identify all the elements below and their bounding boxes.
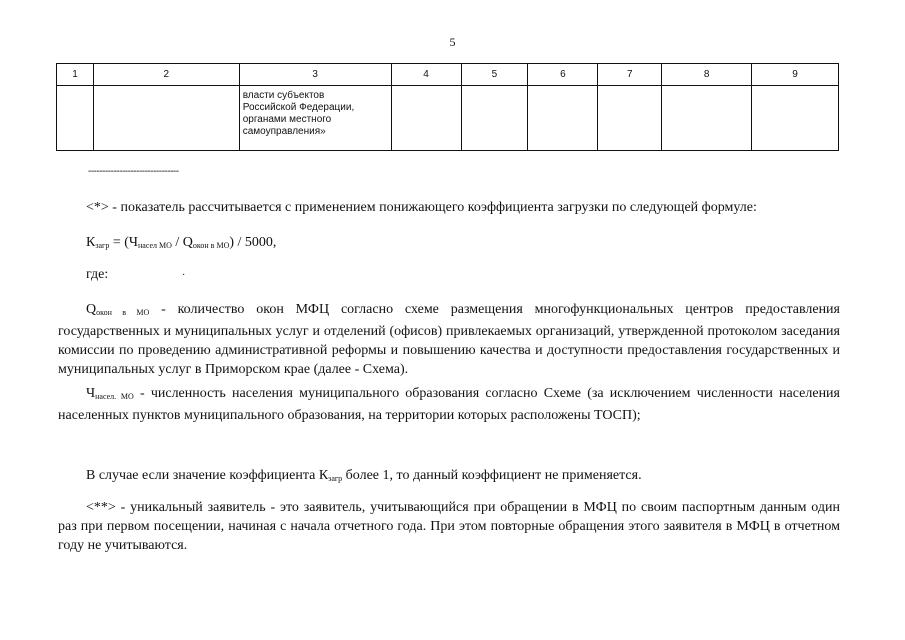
formula-slash: / Q [171,235,193,250]
definition-ch-text: - численность населения муниципального образования согласно Схеме (за исключением численности населения населенных пунктов муниципального образования, на территории которых расположены ТОСП); [58,386,840,423]
formula-ch-sub: насел МО [138,241,172,250]
formula-q-sub: окон в МО [192,241,230,250]
definition-ch [58,384,840,425]
table-cell [461,86,528,151]
where-label: где: [86,267,109,282]
note-before: В случае если значение коэффициента К [86,468,329,483]
table-cell [57,86,94,151]
table-header-row [57,64,839,86]
formula-k-sub: загр [95,241,110,250]
cell-line: Российской Федерации, [242,102,355,113]
cell-line: самоуправления» [242,126,326,137]
formula-k: К [86,235,96,250]
footnote-2: <**> - уникальный заявитель - это заявитель, учитывающийся при обращении в МФЦ по своим паспортным данным один раз при первом посещении, начиная с начала отчетного года. При этом повторные обращения этого заявителя в МФЦ в отчетном году не учитываются. [58,500,840,553]
coefficient-note [58,466,840,488]
table-cell-description [239,86,391,151]
table-cell [528,86,598,151]
note-after: более 1, то данный коэффициент не применяется. [342,468,642,483]
definition-q-sub: окон в МО [96,308,150,317]
formula [58,233,840,255]
column-number: 9 [752,64,839,86]
continuation-table [56,63,839,151]
stray-mark: · [182,270,186,281]
column-number: 6 [528,64,598,86]
column-number: 5 [461,64,528,86]
note-sub: загр [328,474,343,483]
column-number: 4 [391,64,461,86]
cell-line: органами местного [242,114,332,125]
table-cell [752,86,839,151]
column-number: 3 [239,64,391,86]
definition-q [58,300,840,379]
footnote-separator: -------------------------------- [88,166,179,177]
page-number: 5 [449,35,456,49]
definition-q-symbol: Q [86,302,97,317]
column-number: 7 [598,64,662,86]
definition-ch-sub: насел. МО [95,392,134,401]
definition-q-text: - количество окон МФЦ согласно схеме размещения многофункциональных центров предоставления государственных и муниципальных услуг и отделений (офисов) привлекаемых организаций, утвержденной протоколом заседания комиссии по проведению административной реформы и повышению качества и доступности предоставления государственных и муниципальных услуг в Приморском крае (далее - Схема). [58,302,840,377]
cell-line: власти субъектов [242,90,325,101]
table-cell [391,86,461,151]
table-cell [598,86,662,151]
table-cell [662,86,752,151]
column-number: 8 [662,64,752,86]
table-cell [93,86,239,151]
definition-ch-symbol: Ч [86,386,96,401]
formula-eq: = (Ч [109,235,138,250]
column-number: 1 [57,64,94,86]
table-row [57,86,839,151]
column-number: 2 [93,64,239,86]
formula-tail: ) / 5000, [229,235,277,250]
footnote-1: <*> - показатель рассчитывается с применением понижающего коэффициента загрузки по следующей формуле: [86,200,757,215]
